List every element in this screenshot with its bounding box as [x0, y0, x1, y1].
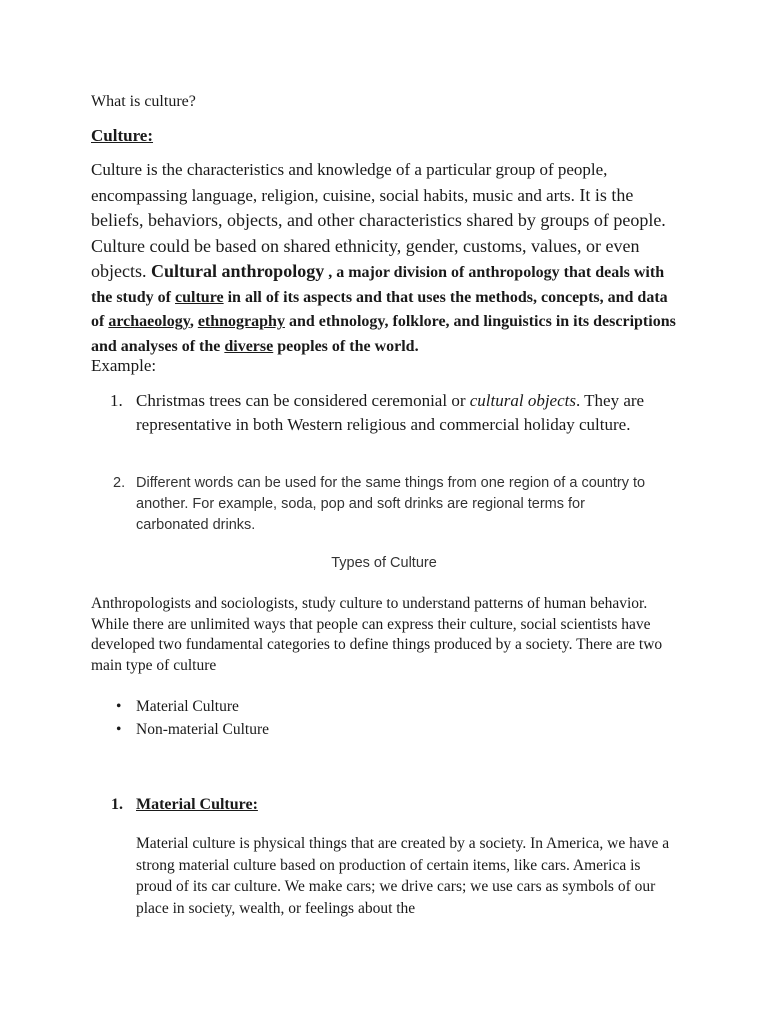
material-culture-paragraph: Material culture is physical things that are created by a society. In America, we have a strong material culture based on production of certain items, like cars. America is proud of its car culture. We make cars; we drive cars; we use cars as symbols of our place in society, wealth, or feelings about the [136, 835, 670, 917]
cultural-objects-italic: cultural objects [469, 391, 576, 410]
bullet-icon: • [116, 721, 122, 738]
culture-link[interactable]: culture [175, 288, 224, 306]
para1-sentence-2: It is the beliefs, behaviors, objects, and other characteristics shared by groups of people. Culture could be based on shared ethnicity, gender, customs, values, or even objects. [91, 184, 666, 281]
example-item-2-text: Different words can be used for the same things from one region of a country to another. For example, soda, pop and soft drinks are regional terms for carbonated drinks. [136, 475, 646, 533]
ethnography-link[interactable]: ethnography [197, 313, 285, 330]
example-item-1-text [136, 389, 696, 437]
para1-sentence-4: in all of its aspects and that uses the methods, concepts, and data of [91, 288, 668, 330]
bullet-icon: • [116, 698, 122, 715]
cultural-anthropology-term: Cultural anthropology [151, 261, 325, 281]
types-of-culture-title: Types of Culture [331, 555, 437, 571]
diverse-link[interactable]: diverse [224, 337, 274, 355]
para1-sentence-3: , a major division of anthropology that deals with the study of [91, 264, 665, 306]
list-item-text: Material Culture [136, 698, 239, 715]
question-heading: What is culture? [91, 93, 196, 110]
example-1-part-a: Christmas trees can be considered ceremonial or [136, 391, 470, 410]
material-culture-heading: Material Culture: [136, 796, 258, 813]
para1-comma: , [189, 313, 198, 330]
example-1-part-b: . They are representative in both Western religious and commercial holiday culture. [136, 391, 645, 434]
example-item-1-number: 1. [110, 391, 123, 410]
culture-definition-paragraph [91, 158, 676, 358]
list-item-text: Non-material Culture [136, 721, 269, 738]
example-label: Example: [91, 356, 157, 375]
para1-sentence-6: peoples of the world. [273, 337, 419, 355]
types-intro-paragraph: Anthropologists and sociologists, study culture to understand patterns of human behavior. While there are unlimited ways that people can express their culture, social scientists have developed two fundamental categories to define things produced by a society. There are two main type of culture [91, 595, 663, 674]
example-item-2-number: 2. [113, 475, 126, 491]
material-culture-number: 1. [111, 796, 123, 813]
culture-heading: Culture: [91, 126, 154, 145]
para1-sentence-1: Culture is the characteristics and knowledge of a particular group of people, encompassing language, religion, cuisine, social habits, music and arts. [91, 160, 608, 205]
archaeology-link[interactable]: archaeology [108, 313, 190, 330]
para1-sentence-5: and ethnology, folklore, and linguistics in its descriptions and analyses of the [91, 313, 676, 355]
